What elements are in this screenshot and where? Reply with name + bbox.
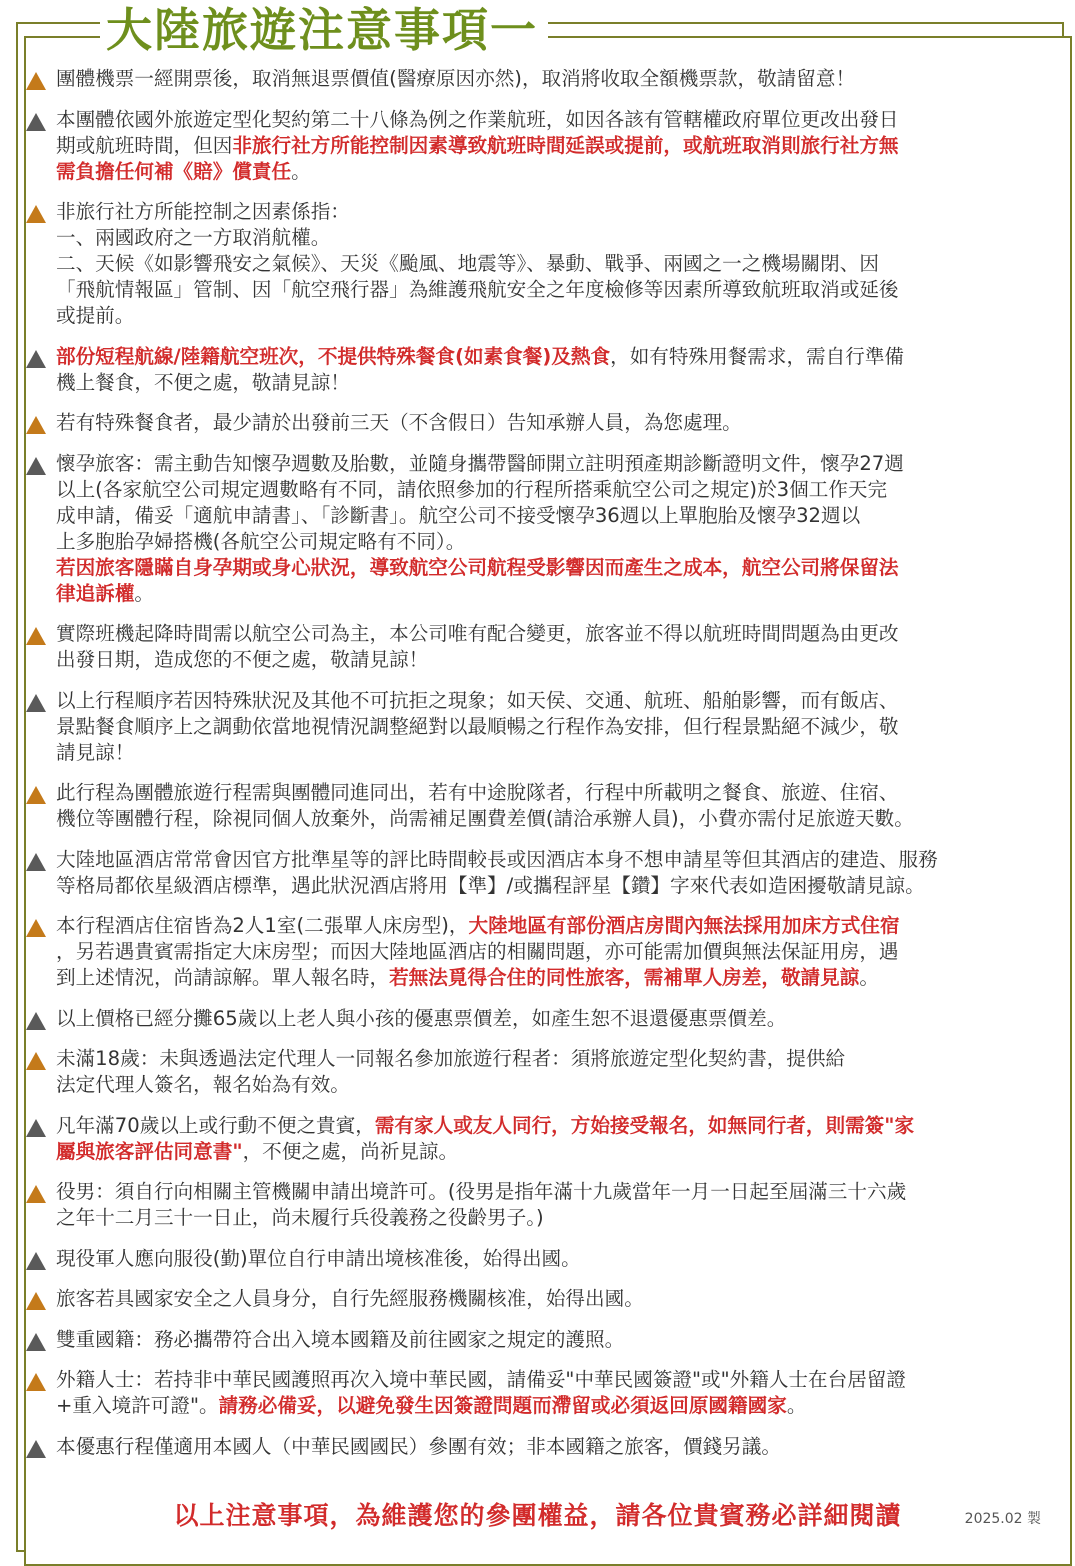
- notice-line: [56, 1205, 1036, 1231]
- notice-item: [26, 621, 1036, 673]
- body-text: 等格局都依星級酒店標準，遇此狀況酒店將用【準】/或攜程評星【鑽】字來代表如造困擾敬請見諒。: [56, 873, 925, 897]
- notice-line: [56, 477, 1036, 503]
- body-text: 團體機票一經開票後，取消無退票價值(醫療原因亦然)，取消將收取全額機票款，敬請留意！: [56, 67, 856, 90]
- notice-item: [26, 66, 1036, 92]
- notice-text: [56, 1367, 1036, 1419]
- notice-item: [26, 1046, 1036, 1098]
- highlight-text: 請務必備妥，以避免發生因簽證問題而滯留或必須返回原國籍國家: [218, 1394, 787, 1417]
- body-text: 以上(各家航空公司規定週數略有不同，請依照參加的行程所搭乘航空公司之規定)於3個工作天完: [56, 477, 888, 501]
- notice-line: [56, 251, 1036, 277]
- footer-notice: 以上注意事項，為維護您的參團權益，請各位貴賓務必詳細閱讀: [173, 1501, 902, 1530]
- notice-line: [56, 451, 1036, 477]
- notice-line: [56, 503, 1036, 529]
- notice-line: [56, 1286, 1036, 1312]
- notice-line: [56, 581, 1036, 607]
- notice-line: [56, 1246, 1036, 1272]
- highlight-text: 部份短程航線/陸籍航空班次，不提供特殊餐食(如素食餐)及熱食: [56, 344, 611, 368]
- notice-line: [56, 344, 1036, 370]
- body-text: 此行程為團體旅遊行程需與團體同進同出，若有中途脫隊者，行程中所載明之餐食、旅遊、住宿、: [56, 781, 899, 804]
- notice-text: [56, 1113, 1036, 1165]
- notice-item: [26, 107, 1036, 185]
- notice-text: [56, 410, 1036, 436]
- notice-text: [56, 1046, 1036, 1098]
- footer: [0, 1496, 1075, 1532]
- notice-line: [56, 555, 1036, 581]
- notice-line: [56, 529, 1036, 555]
- notice-line: [56, 1113, 1036, 1139]
- body-text: 以上價格已經分攤65歲以上老人與小孩的優惠票價差，如產生恕不退還優惠票價差。: [56, 1006, 787, 1030]
- notice-text: [56, 1179, 1036, 1231]
- body-text: 本行程酒店住宿皆為2人1室(二張單人床房型)，: [56, 914, 469, 937]
- body-text: 現役軍人應向服役(勤)單位自行申請出境核准後，始得出國。: [56, 1246, 581, 1270]
- notice-item: [26, 1246, 1036, 1272]
- body-text: 之年十二月三十一日止，尚未履行兵役義務之役齡男子。): [56, 1206, 544, 1229]
- notice-text: [56, 1006, 1036, 1032]
- notice-line: [56, 913, 1036, 939]
- highlight-text: 需有家人或友人同行，方始接受報名，如無同行者，則需簽"家: [374, 1113, 915, 1137]
- notice-text: [56, 199, 1036, 329]
- notice-item: [26, 451, 1036, 607]
- body-text: 本團體依國外旅遊定型化契約第二十八條為例之作業航班，如因各該有管轄權政府單位更改出發日: [56, 107, 899, 131]
- notice-item: [26, 1434, 1036, 1460]
- body-text: 法定代理人簽名，報名始為有效。: [56, 1073, 350, 1096]
- body-text: 役男：須自行向相關主管機關申請出境許可。(役男是指年滿十九歲當年一月一日起至屆滿三十六歲: [56, 1180, 907, 1203]
- body-text: 。: [786, 1394, 807, 1417]
- body-text: 非旅行社方所能控制之因素係指：: [56, 200, 350, 223]
- notice-line: [56, 939, 1036, 965]
- notice-text: [56, 621, 1036, 673]
- notice-text: [56, 1286, 1036, 1312]
- notice-text: [56, 344, 1036, 396]
- notice-line: [56, 1434, 1036, 1460]
- notice-item: [26, 1113, 1036, 1165]
- notice-line: [56, 965, 1036, 991]
- notice-item: [26, 913, 1036, 991]
- body-text: 本優惠行程僅適用本國人（中華民國國民）參團有效；非本國籍之旅客，價錢另議。: [56, 1434, 781, 1458]
- body-text: 實際班機起降時間需以航空公司為主，本公司唯有配合變更，旅客並不得以航班時間問題為由更改: [56, 622, 899, 645]
- highlight-text: 若無法覓得合住的同性旅客，需補單人房差，敬請見諒: [389, 966, 860, 989]
- notice-line: [56, 1072, 1036, 1098]
- notice-item: [26, 780, 1036, 832]
- body-text: 期或航班時間，但因: [56, 133, 233, 157]
- body-text: 或提前。: [56, 304, 135, 327]
- notice-line: [56, 410, 1036, 436]
- notice-line: [56, 847, 1036, 873]
- notice-line: [56, 780, 1036, 806]
- notice-text: [56, 913, 1036, 991]
- notice-item: [26, 847, 1036, 899]
- body-text: 請見諒！: [56, 740, 135, 764]
- notice-text: [56, 1246, 1036, 1272]
- notice-line: [56, 107, 1036, 133]
- body-text: +重入境許可證"。: [56, 1394, 219, 1417]
- body-text: ，不便之處，尚祈見諒。: [242, 1139, 459, 1163]
- body-text: 出發日期，造成您的不便之處，敬請見諒！: [56, 648, 429, 671]
- notice-line: [56, 1179, 1036, 1205]
- body-text: 外籍人士：若持非中華民國護照再次入境中華民國，請備妥"中華民國簽證"或"外籍人士在台居留證: [56, 1368, 906, 1391]
- notice-line: [56, 1393, 1036, 1419]
- body-text: 「飛航情報區」管制、因「航空飛行器」為維護飛航安全之年度檢修等因素所導致航班取消或延後: [56, 278, 899, 301]
- body-text: 凡年滿70歲以上或行動不便之貴賓，: [56, 1113, 375, 1137]
- issue-date: 2025.02 製: [964, 1511, 1041, 1527]
- notice-text: [56, 1434, 1036, 1460]
- notice-line: [56, 647, 1036, 673]
- notice-line: [56, 621, 1036, 647]
- notice-text: [56, 107, 1036, 185]
- notice-item: [26, 199, 1036, 329]
- notice-item: [26, 410, 1036, 436]
- body-text: 景點餐食順序上之調動依當地視情況調整絕對以最順暢之行程作為安排，但行程景點絕不減少，敬: [56, 714, 899, 738]
- notice-item: [26, 1179, 1036, 1231]
- notice-line: [56, 1139, 1036, 1165]
- notice-text: [56, 451, 1036, 607]
- notice-line: [56, 370, 1036, 396]
- body-text: ，另若遇貴賓需指定大床房型；而因大陸地區酒店的相關問題，亦可能需加價與無法保証用房，遇: [56, 940, 899, 963]
- notice-line: [56, 225, 1036, 251]
- notice-line: [56, 159, 1036, 185]
- notice-line: [56, 1327, 1036, 1353]
- highlight-text: 若因旅客隱瞞自身孕期或身心狀況，導致航空公司航程受影響因而產生之成本，航空公司將保留法: [56, 555, 899, 579]
- notice-item: [26, 1367, 1036, 1419]
- notice-text: [56, 780, 1036, 832]
- notice-item: [26, 688, 1036, 766]
- body-text: 。: [291, 159, 311, 183]
- notice-item: [26, 344, 1036, 396]
- body-text: 二、天候《如影響飛安之氣候》、天災《颱風、地震等》、暴動、戰爭、兩國之一之機場關閉、因: [56, 252, 879, 275]
- highlight-text: 律追訴權: [56, 581, 135, 605]
- highlight-text: 需負擔任何補《賠》償責任: [56, 159, 292, 183]
- body-text: 雙重國籍：務必攜帶符合出入境本國籍及前往國家之規定的護照。: [56, 1327, 625, 1351]
- body-text: 大陸地區酒店常常會因官方批準星等的評比時間較長或因酒店本身不想申請星等但其酒店的建造、服務: [56, 847, 938, 871]
- notice-list: [26, 66, 1036, 1474]
- notice-line: [56, 873, 1036, 899]
- body-text: 以上行程順序若因特殊狀況及其他不可抗拒之現象；如天侯、交通、航班、船舶影響，而有飯店、: [56, 688, 899, 712]
- highlight-text: 大陸地區有部份酒店房間內無法採用加床方式住宿: [468, 914, 900, 937]
- body-text: 若有特殊餐食者，最少請於出發前三天（不含假日）告知承辦人員，為您處理。: [56, 411, 742, 434]
- notice-line: [56, 1367, 1036, 1393]
- notice-line: [56, 133, 1036, 159]
- notice-text: [56, 847, 1036, 899]
- body-text: 上多胞胎孕婦搭機(各航空公司規定略有不同）。: [56, 529, 466, 553]
- body-text: 到上述情況，尚請諒解。單人報名時，: [56, 966, 390, 989]
- page-title: 大陸旅遊注意事項一: [100, 2, 548, 58]
- notice-text: [56, 1327, 1036, 1353]
- notice-line: [56, 740, 1036, 766]
- body-text: 懷孕旅客：需主動告知懷孕週數及胎數，並隨身攜帶醫師開立註明預產期診斷證明文件，懷孕27週: [56, 451, 904, 475]
- body-text: 一、兩國政府之一方取消航權。: [56, 226, 331, 249]
- body-text: 機位等團體行程，除視同個人放棄外，尚需補足團費差價(請洽承辦人員)，小費亦需付足旅遊天數。: [56, 807, 914, 830]
- notice-line: [56, 303, 1036, 329]
- notice-line: [56, 714, 1036, 740]
- notice-item: [26, 1286, 1036, 1312]
- body-text: 。: [134, 581, 154, 605]
- notice-line: [56, 66, 1036, 92]
- notice-item: [26, 1327, 1036, 1353]
- notice-line: [56, 806, 1036, 832]
- body-text: 未滿18歲：未與透過法定代理人一同報名參加旅遊行程者：須將旅遊定型化契約書，提供給: [56, 1047, 846, 1070]
- body-text: 成申請，備妥「適航申請書」、「診斷書」。航空公司不接受懷孕36週以上單胞胎及懷孕32週以: [56, 503, 861, 527]
- body-text: ，如有特殊用餐需求，需自行準備: [610, 344, 905, 368]
- highlight-text: 非旅行社方所能控制因素導致航班時間延誤或提前，或航班取消則旅行社方無: [232, 133, 899, 157]
- highlight-text: 屬與旅客評估同意書": [56, 1139, 243, 1163]
- notice-line: [56, 688, 1036, 714]
- body-text: 。: [859, 966, 879, 989]
- notice-text: [56, 66, 1036, 92]
- notice-line: [56, 1046, 1036, 1072]
- notice-text: [56, 688, 1036, 766]
- notice-line: [56, 199, 1036, 225]
- body-text: 機上餐食，不便之處，敬請見諒！: [56, 370, 350, 394]
- notice-line: [56, 1006, 1036, 1032]
- notice-line: [56, 277, 1036, 303]
- body-text: 旅客若具國家安全之人員身分，自行先經服務機關核准，始得出國。: [56, 1287, 644, 1310]
- notice-item: [26, 1006, 1036, 1032]
